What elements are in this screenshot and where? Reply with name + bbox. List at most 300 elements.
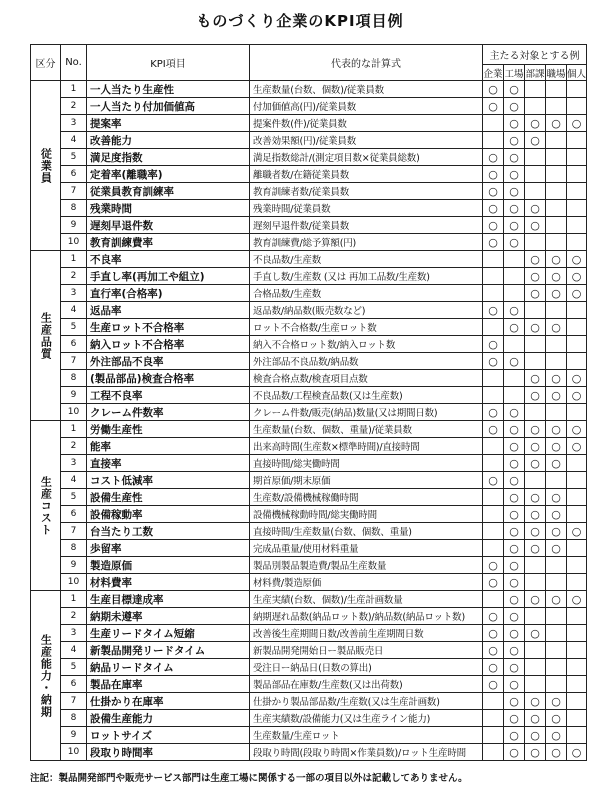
target-mark: ○	[525, 591, 546, 608]
row-number: 1	[61, 251, 87, 268]
kpi-item: 残業時間	[87, 200, 250, 217]
category-label-cell	[31, 81, 61, 251]
row-number: 3	[61, 285, 87, 302]
target-mark: ○	[546, 506, 567, 523]
target-mark: ○	[483, 659, 504, 676]
row-number: 6	[61, 676, 87, 693]
kpi-item: 不良率	[87, 251, 250, 268]
row-number: 1	[61, 591, 87, 608]
row-number: 7	[61, 353, 87, 370]
target-mark-cell	[567, 200, 587, 217]
kpi-formula: 提案件数(件)/従業員数	[250, 115, 483, 132]
kpi-item: 一人当たり生産性	[87, 81, 250, 98]
kpi-formula: 教育訓練者数/従業員数	[250, 183, 483, 200]
target-mark: ○	[504, 200, 525, 217]
kpi-formula: クレーム件数/販売(納品)数量(又は期間日数)	[250, 404, 483, 421]
table-row	[31, 676, 587, 693]
target-mark-cell	[546, 166, 567, 183]
footnote: 注記：製品開発部門や販売サービス部門は生産工場に関係する一部の項目以外は記載してありません。	[30, 773, 468, 784]
target-mark-cell	[525, 149, 546, 166]
table-row	[31, 217, 587, 234]
row-number: 9	[61, 217, 87, 234]
target-mark: ○	[504, 98, 525, 115]
target-mark-cell	[525, 81, 546, 98]
target-mark-cell	[504, 336, 525, 353]
target-mark-cell	[483, 506, 504, 523]
kpi-item: 納品リードタイム	[87, 659, 250, 676]
target-mark-cell	[546, 234, 567, 251]
kpi-item: 台当たり工数	[87, 523, 250, 540]
target-mark-cell	[525, 183, 546, 200]
target-mark: ○	[504, 81, 525, 98]
target-mark: ○	[567, 523, 587, 540]
target-mark: ○	[483, 149, 504, 166]
row-number: 3	[61, 625, 87, 642]
table-row	[31, 557, 587, 574]
kpi-item: 段取り時間率	[87, 744, 250, 761]
kpi-item: 仕掛かり在庫率	[87, 693, 250, 710]
table-row	[31, 608, 587, 625]
target-mark-cell	[546, 625, 567, 642]
target-mark: ○	[525, 251, 546, 268]
target-mark-cell	[525, 557, 546, 574]
kpi-item: 納期未遵率	[87, 608, 250, 625]
target-mark-cell	[567, 336, 587, 353]
table-row	[31, 642, 587, 659]
target-mark-cell	[567, 404, 587, 421]
target-mark-cell	[567, 81, 587, 98]
target-mark: ○	[504, 676, 525, 693]
target-mark-cell	[525, 234, 546, 251]
target-mark-cell	[483, 268, 504, 285]
target-mark-cell	[567, 642, 587, 659]
table-row	[31, 353, 587, 370]
row-number: 4	[61, 132, 87, 149]
target-mark-cell	[483, 115, 504, 132]
target-mark: ○	[504, 421, 525, 438]
target-mark: ○	[546, 455, 567, 472]
kpi-formula: 生産実績(台数、個数)/生産計画数量	[250, 591, 483, 608]
row-number: 9	[61, 557, 87, 574]
target-mark: ○	[567, 285, 587, 302]
target-mark-cell	[483, 489, 504, 506]
kpi-formula: 生産数量/生産ロット	[250, 727, 483, 744]
kpi-item: 設備稼動率	[87, 506, 250, 523]
target-mark-cell	[567, 608, 587, 625]
target-mark-cell	[546, 149, 567, 166]
row-number: 1	[61, 81, 87, 98]
target-mark: ○	[483, 81, 504, 98]
target-mark: ○	[546, 115, 567, 132]
target-mark-cell	[525, 353, 546, 370]
kpi-formula: ロット不合格数/生産ロット数	[250, 319, 483, 336]
target-mark-cell	[546, 557, 567, 574]
category-label: 生産品質	[39, 311, 53, 360]
table-row	[31, 404, 587, 421]
row-number: 3	[61, 455, 87, 472]
target-mark: ○	[546, 710, 567, 727]
target-mark: ○	[546, 285, 567, 302]
table-row	[31, 710, 587, 727]
kpi-item: 提案率	[87, 115, 250, 132]
table-row	[31, 115, 587, 132]
table-row	[31, 336, 587, 353]
kpi-formula: 検査合格点数/検査項目点数	[250, 370, 483, 387]
target-mark: ○	[483, 336, 504, 353]
row-number: 5	[61, 319, 87, 336]
kpi-table	[30, 44, 587, 761]
target-mark: ○	[525, 693, 546, 710]
kpi-formula: 製品別製品製造費/製品生産数量	[250, 557, 483, 574]
table-row	[31, 319, 587, 336]
target-mark-cell	[504, 387, 525, 404]
target-mark: ○	[525, 268, 546, 285]
table-row	[31, 251, 587, 268]
table-row	[31, 574, 587, 591]
kpi-formula: 外注部品不良品数/納品数	[250, 353, 483, 370]
target-mark-cell	[525, 659, 546, 676]
target-mark: ○	[567, 251, 587, 268]
target-mark: ○	[483, 608, 504, 625]
table-row	[31, 727, 587, 744]
row-number: 5	[61, 659, 87, 676]
target-mark-cell	[567, 659, 587, 676]
kpi-formula: 離職者数/在籍従業員数	[250, 166, 483, 183]
row-number: 7	[61, 183, 87, 200]
row-number: 4	[61, 472, 87, 489]
kpi-item: 従業員教育訓練率	[87, 183, 250, 200]
kpi-formula: 生産数量(台数、個数)/従業員数	[250, 81, 483, 98]
target-mark: ○	[504, 574, 525, 591]
target-mark: ○	[567, 438, 587, 455]
target-mark: ○	[525, 217, 546, 234]
target-mark: ○	[504, 217, 525, 234]
kpi-item: 新製品開発リードタイム	[87, 642, 250, 659]
kpi-item: 能率	[87, 438, 250, 455]
table-row	[31, 183, 587, 200]
target-mark: ○	[546, 370, 567, 387]
target-mark-cell	[525, 98, 546, 115]
target-mark-cell	[546, 183, 567, 200]
target-mark: ○	[483, 217, 504, 234]
category-label: 生産能力・納期	[39, 633, 53, 718]
target-mark-cell	[483, 251, 504, 268]
table-row	[31, 489, 587, 506]
target-mark-cell	[483, 370, 504, 387]
target-mark: ○	[567, 744, 587, 761]
kpi-formula: 生産数量(台数、個数、重量)/従業員数	[250, 421, 483, 438]
row-number: 2	[61, 268, 87, 285]
kpi-formula: 手直し数/生産数 (又は 再加工品数/生産数)	[250, 268, 483, 285]
target-mark: ○	[504, 506, 525, 523]
target-mark: ○	[546, 727, 567, 744]
kpi-formula: 教育訓練費/総予算額(円)	[250, 234, 483, 251]
target-mark: ○	[567, 268, 587, 285]
kpi-item: 工程不良率	[87, 387, 250, 404]
target-mark-cell	[546, 676, 567, 693]
row-number: 7	[61, 523, 87, 540]
kpi-item: 製造原価	[87, 557, 250, 574]
page-title: ものづくり企業のKPI項目例	[196, 12, 404, 30]
target-mark-cell	[483, 744, 504, 761]
target-mark: ○	[525, 438, 546, 455]
table-row	[31, 149, 587, 166]
header-target-individual: 個人	[567, 65, 587, 81]
row-number: 8	[61, 540, 87, 557]
target-mark-cell	[567, 455, 587, 472]
row-number: 9	[61, 727, 87, 744]
kpi-formula: 改善後生産期間日数/改善前生産期間日数	[250, 625, 483, 642]
row-number: 5	[61, 489, 87, 506]
target-mark: ○	[525, 132, 546, 149]
category-label: 従業員	[39, 147, 53, 184]
target-mark: ○	[504, 353, 525, 370]
target-mark-cell	[483, 591, 504, 608]
table-row	[31, 693, 587, 710]
target-mark: ○	[504, 540, 525, 557]
row-number: 8	[61, 710, 87, 727]
table-row	[31, 387, 587, 404]
header-target-factory: 工場	[504, 65, 525, 81]
target-mark-cell	[546, 659, 567, 676]
header-no: No.	[61, 45, 87, 81]
target-mark-cell	[567, 676, 587, 693]
table-row	[31, 591, 587, 608]
target-mark-cell	[546, 81, 567, 98]
target-mark: ○	[504, 149, 525, 166]
target-mark: ○	[483, 166, 504, 183]
target-mark-cell	[525, 608, 546, 625]
category-label-cell	[31, 591, 61, 761]
kpi-formula: 返品数/納品数(販売数など)	[250, 302, 483, 319]
header-target-workplace: 職場	[546, 65, 567, 81]
kpi-formula: 設備機械稼動時間/総実働時間	[250, 506, 483, 523]
table-row	[31, 438, 587, 455]
target-mark-cell	[567, 557, 587, 574]
row-number: 5	[61, 149, 87, 166]
target-mark-cell	[546, 642, 567, 659]
target-mark: ○	[504, 710, 525, 727]
target-mark-cell	[525, 472, 546, 489]
target-mark: ○	[504, 659, 525, 676]
kpi-item: 直接率	[87, 455, 250, 472]
target-mark: ○	[483, 472, 504, 489]
target-mark-cell	[546, 336, 567, 353]
kpi-item: 製品在庫率	[87, 676, 250, 693]
target-mark-cell	[525, 574, 546, 591]
kpi-item: 教育訓練費率	[87, 234, 250, 251]
target-mark-cell	[525, 642, 546, 659]
row-number: 9	[61, 387, 87, 404]
kpi-formula: 直接時間/生産数量(台数、個数、重量)	[250, 523, 483, 540]
kpi-item: 生産目標達成率	[87, 591, 250, 608]
kpi-formula: 改善効果額(円)/従業員数	[250, 132, 483, 149]
target-mark: ○	[504, 183, 525, 200]
kpi-formula: 残業時間/従業員数	[250, 200, 483, 217]
target-mark-cell	[483, 319, 504, 336]
target-mark: ○	[483, 200, 504, 217]
target-mark-cell	[546, 98, 567, 115]
header-target-group: 主たる対象とする例	[483, 45, 587, 65]
kpi-item: 設備生産能力	[87, 710, 250, 727]
target-mark: ○	[546, 591, 567, 608]
target-mark-cell	[483, 438, 504, 455]
kpi-item: 労働生産性	[87, 421, 250, 438]
target-mark-cell	[567, 149, 587, 166]
target-mark: ○	[483, 574, 504, 591]
kpi-formula: 直接時間/総実働時間	[250, 455, 483, 472]
target-mark-cell	[567, 132, 587, 149]
table-row	[31, 421, 587, 438]
target-mark-cell	[567, 472, 587, 489]
row-number: 6	[61, 336, 87, 353]
table-row	[31, 523, 587, 540]
target-mark-cell	[567, 506, 587, 523]
kpi-item: 改善能力	[87, 132, 250, 149]
target-mark: ○	[567, 370, 587, 387]
target-mark-cell	[567, 540, 587, 557]
table-row	[31, 370, 587, 387]
target-mark: ○	[525, 727, 546, 744]
target-mark-cell	[567, 625, 587, 642]
target-mark: ○	[504, 166, 525, 183]
target-mark: ○	[483, 234, 504, 251]
target-mark: ○	[525, 625, 546, 642]
kpi-item: 手直し率(再加工や組立)	[87, 268, 250, 285]
table-row	[31, 81, 587, 98]
target-mark: ○	[567, 387, 587, 404]
target-mark: ○	[504, 234, 525, 251]
row-number: 10	[61, 744, 87, 761]
target-mark-cell	[567, 234, 587, 251]
kpi-item: 遅刻早退件数	[87, 217, 250, 234]
kpi-item: 歩留率	[87, 540, 250, 557]
kpi-item: 生産ロット不合格率	[87, 319, 250, 336]
header-target-department: 部課	[525, 65, 546, 81]
target-mark-cell	[525, 166, 546, 183]
target-mark: ○	[546, 523, 567, 540]
row-number: 4	[61, 302, 87, 319]
table-row	[31, 285, 587, 302]
target-mark-cell	[525, 302, 546, 319]
target-mark: ○	[483, 183, 504, 200]
target-mark: ○	[546, 744, 567, 761]
kpi-formula: 受注日ー納品日(日数の算出)	[250, 659, 483, 676]
target-mark-cell	[483, 132, 504, 149]
target-mark: ○	[525, 744, 546, 761]
row-number: 7	[61, 693, 87, 710]
kpi-formula: 期首原価/期末原価	[250, 472, 483, 489]
target-mark: ○	[504, 404, 525, 421]
target-mark: ○	[504, 472, 525, 489]
kpi-item: 一人当たり付加価値高	[87, 98, 250, 115]
kpi-item: 満足度指数	[87, 149, 250, 166]
kpi-formula: 付加価値高(円)/従業員数	[250, 98, 483, 115]
kpi-formula: 不良品数/工程検査品数(又は生産数)	[250, 387, 483, 404]
target-mark-cell	[567, 353, 587, 370]
kpi-formula: 仕掛かり製品部品数/生産数(又は生産計画数)	[250, 693, 483, 710]
target-mark: ○	[525, 387, 546, 404]
target-mark: ○	[546, 540, 567, 557]
row-number: 1	[61, 421, 87, 438]
target-mark: ○	[525, 370, 546, 387]
target-mark-cell	[525, 676, 546, 693]
kpi-item: 設備生産性	[87, 489, 250, 506]
kpi-item: 返品率	[87, 302, 250, 319]
target-mark-cell	[567, 693, 587, 710]
target-mark: ○	[525, 489, 546, 506]
target-mark-cell	[546, 217, 567, 234]
target-mark-cell	[525, 336, 546, 353]
table-row	[31, 625, 587, 642]
header-target-company: 企業	[483, 65, 504, 81]
target-mark-cell	[567, 166, 587, 183]
target-mark: ○	[567, 591, 587, 608]
table-row	[31, 506, 587, 523]
target-mark-cell	[504, 251, 525, 268]
target-mark: ○	[504, 132, 525, 149]
target-mark: ○	[504, 557, 525, 574]
row-number: 10	[61, 234, 87, 251]
target-mark: ○	[483, 353, 504, 370]
kpi-item: (製品部品)検査合格率	[87, 370, 250, 387]
table-row	[31, 540, 587, 557]
row-number: 10	[61, 404, 87, 421]
target-mark-cell	[567, 217, 587, 234]
target-mark: ○	[525, 115, 546, 132]
target-mark: ○	[483, 676, 504, 693]
target-mark: ○	[525, 710, 546, 727]
target-mark: ○	[567, 421, 587, 438]
target-mark: ○	[483, 642, 504, 659]
category-label: 生産コスト	[39, 475, 53, 536]
row-number: 6	[61, 506, 87, 523]
kpi-item: 直行率(合格率)	[87, 285, 250, 302]
target-mark: ○	[546, 421, 567, 438]
kpi-formula: 不良品数/生産数	[250, 251, 483, 268]
target-mark: ○	[546, 489, 567, 506]
target-mark-cell	[567, 489, 587, 506]
target-mark: ○	[546, 268, 567, 285]
target-mark: ○	[504, 489, 525, 506]
kpi-item: 外注部品不良率	[87, 353, 250, 370]
target-mark: ○	[504, 455, 525, 472]
table-row	[31, 166, 587, 183]
target-mark: ○	[483, 404, 504, 421]
target-mark: ○	[546, 693, 567, 710]
row-number: 8	[61, 200, 87, 217]
table-row	[31, 455, 587, 472]
target-mark-cell	[546, 404, 567, 421]
target-mark-cell	[504, 370, 525, 387]
target-mark-cell	[483, 710, 504, 727]
target-mark: ○	[483, 302, 504, 319]
target-mark-cell	[483, 387, 504, 404]
row-number: 8	[61, 370, 87, 387]
kpi-item: 材料費率	[87, 574, 250, 591]
target-mark: ○	[483, 625, 504, 642]
target-mark: ○	[504, 744, 525, 761]
target-mark-cell	[567, 183, 587, 200]
target-mark: ○	[504, 523, 525, 540]
target-mark-cell	[567, 574, 587, 591]
kpi-item: 生産リードタイム短縮	[87, 625, 250, 642]
table-row	[31, 98, 587, 115]
kpi-formula: 合格品数/生産数	[250, 285, 483, 302]
target-mark: ○	[567, 115, 587, 132]
kpi-formula: 遅刻早退件数/従業員数	[250, 217, 483, 234]
kpi-formula: 新製品開発開始日ー製品販売日	[250, 642, 483, 659]
